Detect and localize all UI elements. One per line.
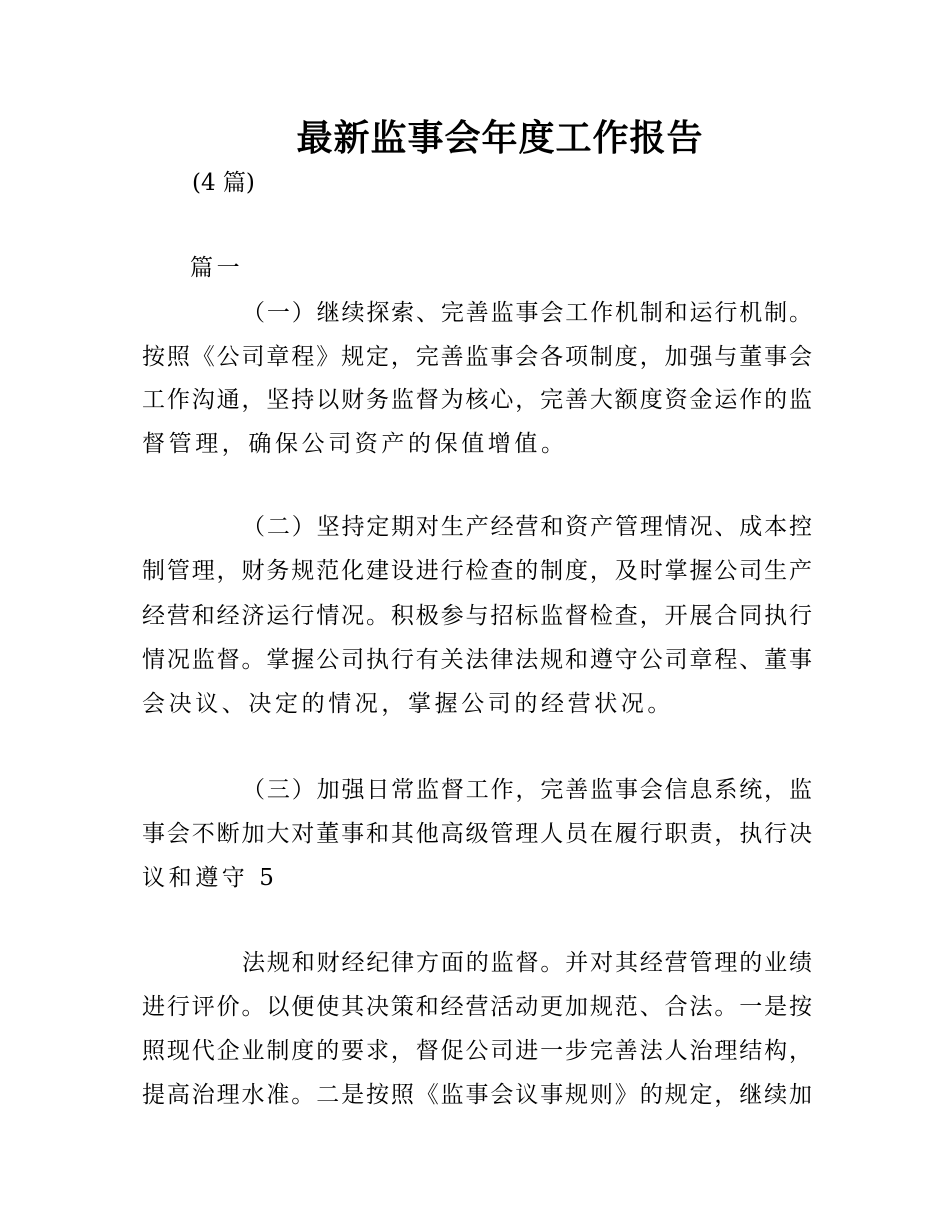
paragraph-4-line: 法规和财经纪律方面的监督。并对其经营管理的业绩 bbox=[242, 950, 812, 976]
document-subtitle: (4 篇) bbox=[192, 170, 255, 196]
paragraph-4-line: 照现代企业制度的要求，督促公司进一步完善法人治理结构， bbox=[142, 1038, 812, 1064]
paragraph-2-line: 经营和经济运行情况。积极参与招标监督检查，开展合同执行 bbox=[142, 603, 812, 629]
paragraph-2-line: 情况监督。掌握公司执行有关法律法规和遵守公司章程、董事 bbox=[142, 647, 812, 673]
paragraph-4-line: 进行评价。以便使其决策和经营活动更加规范、合法。一是按 bbox=[142, 994, 812, 1020]
paragraph-3-line: （三）加强日常监督工作，完善监事会信息系统，监 bbox=[242, 777, 812, 803]
paragraph-1-line: 督管理，确保公司资产的保值增值。 bbox=[142, 431, 568, 457]
paragraph-3-line: 议和遵守 5 bbox=[142, 865, 278, 891]
paragraph-2-line: 制管理，财务规范化建设进行检查的制度，及时掌握公司生产 bbox=[142, 558, 812, 584]
paragraph-1-line: 工作沟通，坚持以财务监督为核心，完善大额度资金运作的监 bbox=[142, 387, 812, 413]
paragraph-1-line: 按照《公司章程》规定，完善监事会各项制度，加强与董事会 bbox=[142, 344, 812, 370]
paragraph-4-line: 提高治理水准。二是按照《监事会议事规则》的规定，继续加 bbox=[142, 1082, 812, 1108]
section-heading: 篇一 bbox=[190, 255, 244, 281]
document-title: 最新监事会年度工作报告 bbox=[296, 118, 704, 159]
paragraph-2-line: 会决议、决定的情况，掌握公司的经营状况。 bbox=[142, 691, 674, 717]
paragraph-1-line: （一）继续探索、完善监事会工作机制和运行机制。 bbox=[242, 300, 812, 326]
paragraph-2-line: （二）坚持定期对生产经营和资产管理情况、成本控 bbox=[242, 514, 812, 540]
paragraph-3-line: 事会不断加大对董事和其他高级管理人员在履行职责，执行决 bbox=[142, 821, 812, 847]
